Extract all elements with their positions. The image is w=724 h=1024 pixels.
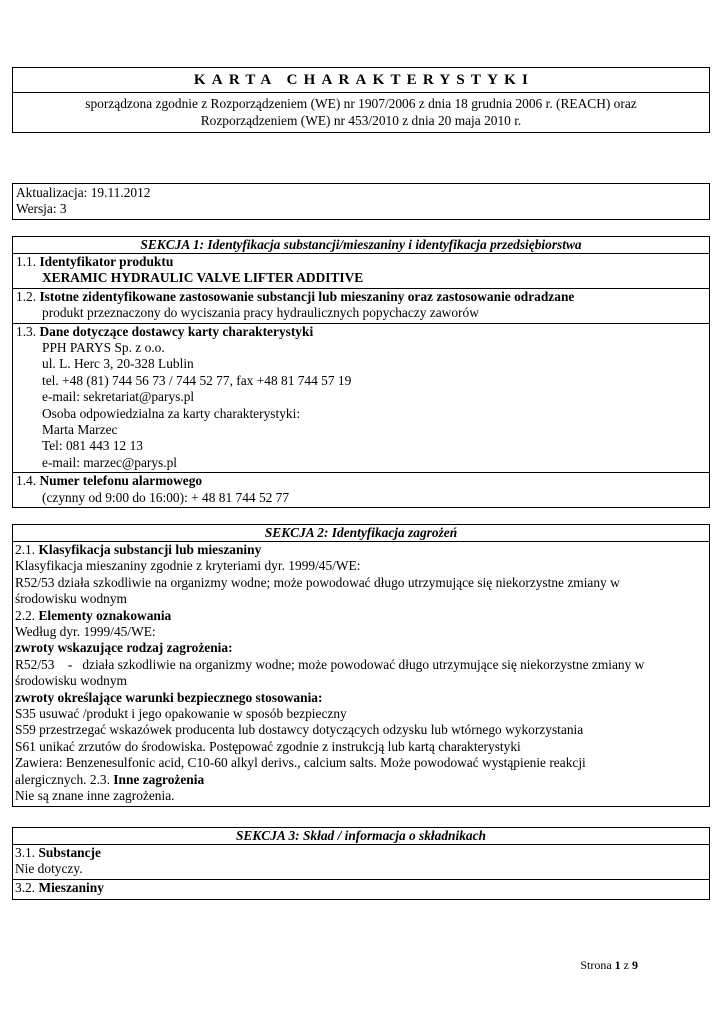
s21-line-2: R52/53 działa szkodliwie na organizmy wodne; może powodować długo utrzymujące się niekorzystne zmiany w bbox=[15, 574, 620, 590]
s31-text: Nie dotyczy. bbox=[15, 861, 83, 877]
supplier-address: ul. L. Herc 3, 20-328 Lublin bbox=[42, 356, 194, 372]
s22-title: Elementy oznakowania bbox=[38, 607, 172, 623]
s22-number: 2.2. bbox=[15, 607, 36, 623]
s12-number: 1.2. bbox=[16, 288, 37, 304]
s13-number: 1.3. bbox=[16, 323, 37, 339]
responsible-name: Marta Marzec bbox=[42, 422, 118, 438]
hazard-line-1: R52/53 - działa szkodliwie na organizmy wodne; może powodować długo utrzymujące się niekorzystne zmiany w bbox=[15, 656, 645, 672]
allergy-text: alergicznych. 2.3. bbox=[15, 771, 114, 787]
document-subtitle bbox=[13, 92, 709, 132]
supplier-name: PPH PARYS Sp. z o.o. bbox=[42, 340, 165, 356]
responsible-phone: Tel: 081 443 12 13 bbox=[42, 438, 143, 454]
supplier-email: e-mail: sekretariat@parys.pl bbox=[42, 389, 195, 405]
page-number bbox=[580, 957, 638, 973]
product-name: XERAMIC HYDRAULIC VALVE LIFTER ADDITIVE bbox=[42, 270, 364, 286]
safety-s35: S35 usuwać /produkt i jego opakowanie w sposób bezpieczny bbox=[15, 706, 347, 722]
section-1 bbox=[12, 236, 710, 508]
s31-number: 3.1. bbox=[15, 845, 36, 860]
page-separator: z bbox=[620, 958, 632, 972]
emergency-phone: (czynny od 9:00 do 16:00): + 48 81 744 52 77 bbox=[42, 489, 290, 505]
section-2-heading: SEKCJA 2: Identyfikacja zagrożeń bbox=[264, 525, 458, 540]
section-3-heading: SEKCJA 3: Skład / informacja o składnikach bbox=[235, 828, 486, 843]
s12-title: Istotne zidentyfikowane zastosowanie substancji lub mieszaniny oraz zastosowanie odradzane bbox=[39, 288, 575, 304]
s21-number: 2.1. bbox=[15, 542, 36, 557]
hazard-label: zwroty wskazujące rodzaj zagrożenia: bbox=[15, 640, 233, 656]
s11-title: Identyfikator produktu bbox=[39, 254, 174, 269]
section-1-4 bbox=[13, 472, 709, 507]
section-3-2 bbox=[13, 879, 709, 899]
s31-title: Substancje bbox=[38, 845, 101, 860]
safety-label: zwroty określające warunki bezpiecznego stosowania: bbox=[15, 689, 323, 705]
responsible-email: e-mail: marzec@parys.pl bbox=[42, 454, 178, 470]
current-page: 1 bbox=[614, 958, 621, 972]
supplier-phone: tel. +48 (81) 744 56 73 / 744 52 77, fax +48 81 744 57 19 bbox=[42, 372, 352, 388]
section-2-body bbox=[13, 541, 709, 806]
s22-line-1: Według dyr. 1999/45/WE: bbox=[15, 624, 156, 640]
page-prefix: Strona bbox=[580, 958, 615, 972]
section-1-2 bbox=[13, 288, 709, 323]
version-box bbox=[12, 183, 710, 220]
s23-text: Nie są znane inne zagrożenia. bbox=[15, 788, 175, 804]
subtitle-line-1: sporządzona zgodnie z Rozporządzeniem (WE) nr 1907/2006 z dnia 18 grudnia 2006 r. (REACH) oraz bbox=[85, 96, 637, 111]
s32-title: Mieszaniny bbox=[38, 879, 104, 895]
s21-line-3: środowisku wodnym bbox=[15, 591, 127, 607]
section-1-heading: SEKCJA 1: Identyfikacja substancji/mieszaniny i identyfikacja przedsiębiorstwa bbox=[140, 237, 582, 252]
s14-title: Numer telefonu alarmowego bbox=[39, 473, 203, 489]
s21-line-1: Klasyfikacja mieszaniny zgodnie z kryteriami dyr. 1999/45/WE: bbox=[15, 558, 361, 574]
section-3-1 bbox=[13, 844, 709, 879]
hazard-line-2: środowisku wodnym bbox=[15, 673, 127, 689]
version-number: Wersja: 3 bbox=[16, 201, 67, 217]
contains-line: Zawiera: Benzenesulfonic acid, C10-60 alkyl derivs., calcium salts. Może powodować wystąpienie reakcji bbox=[15, 755, 586, 771]
responsible-label: Osoba odpowiedzialna za karty charakterystyki: bbox=[42, 405, 301, 421]
s14-number: 1.4. bbox=[16, 473, 37, 489]
s32-number: 3.2. bbox=[15, 879, 36, 895]
safety-s59: S59 przestrzegać wskazówek producenta lub dostawcy dotyczących odzysku lub wtórnego wykorzystania bbox=[15, 722, 584, 738]
update-date: Aktualizacja: 19.11.2012 bbox=[16, 185, 151, 200]
section-3 bbox=[12, 827, 710, 900]
s11-number: 1.1. bbox=[16, 254, 37, 269]
s13-title: Dane dotyczące dostawcy karty charakterystyki bbox=[39, 323, 314, 339]
header-box bbox=[12, 67, 710, 133]
document-title: KARTA CHARAKTERYSTYKI bbox=[193, 72, 535, 88]
safety-s61: S61 unikać zrzutów do środowiska. Postępować zgodnie z instrukcją lub kartą charakterystyki bbox=[15, 738, 521, 754]
section-1-1 bbox=[13, 253, 709, 288]
subtitle-line-2: Rozporządzeniem (WE) nr 453/2010 z dnia 20 maja 2010 r. bbox=[200, 113, 522, 128]
section-1-3 bbox=[13, 323, 709, 473]
s21-title: Klasyfikacja substancji lub mieszaniny bbox=[38, 542, 262, 557]
s23-title: Inne zagrożenia bbox=[113, 771, 205, 787]
total-pages: 9 bbox=[632, 958, 638, 972]
s12-text: produkt przeznaczony do wyciszania pracy hydraulicznych popychaczy zaworów bbox=[42, 305, 479, 321]
section-2 bbox=[12, 524, 710, 807]
